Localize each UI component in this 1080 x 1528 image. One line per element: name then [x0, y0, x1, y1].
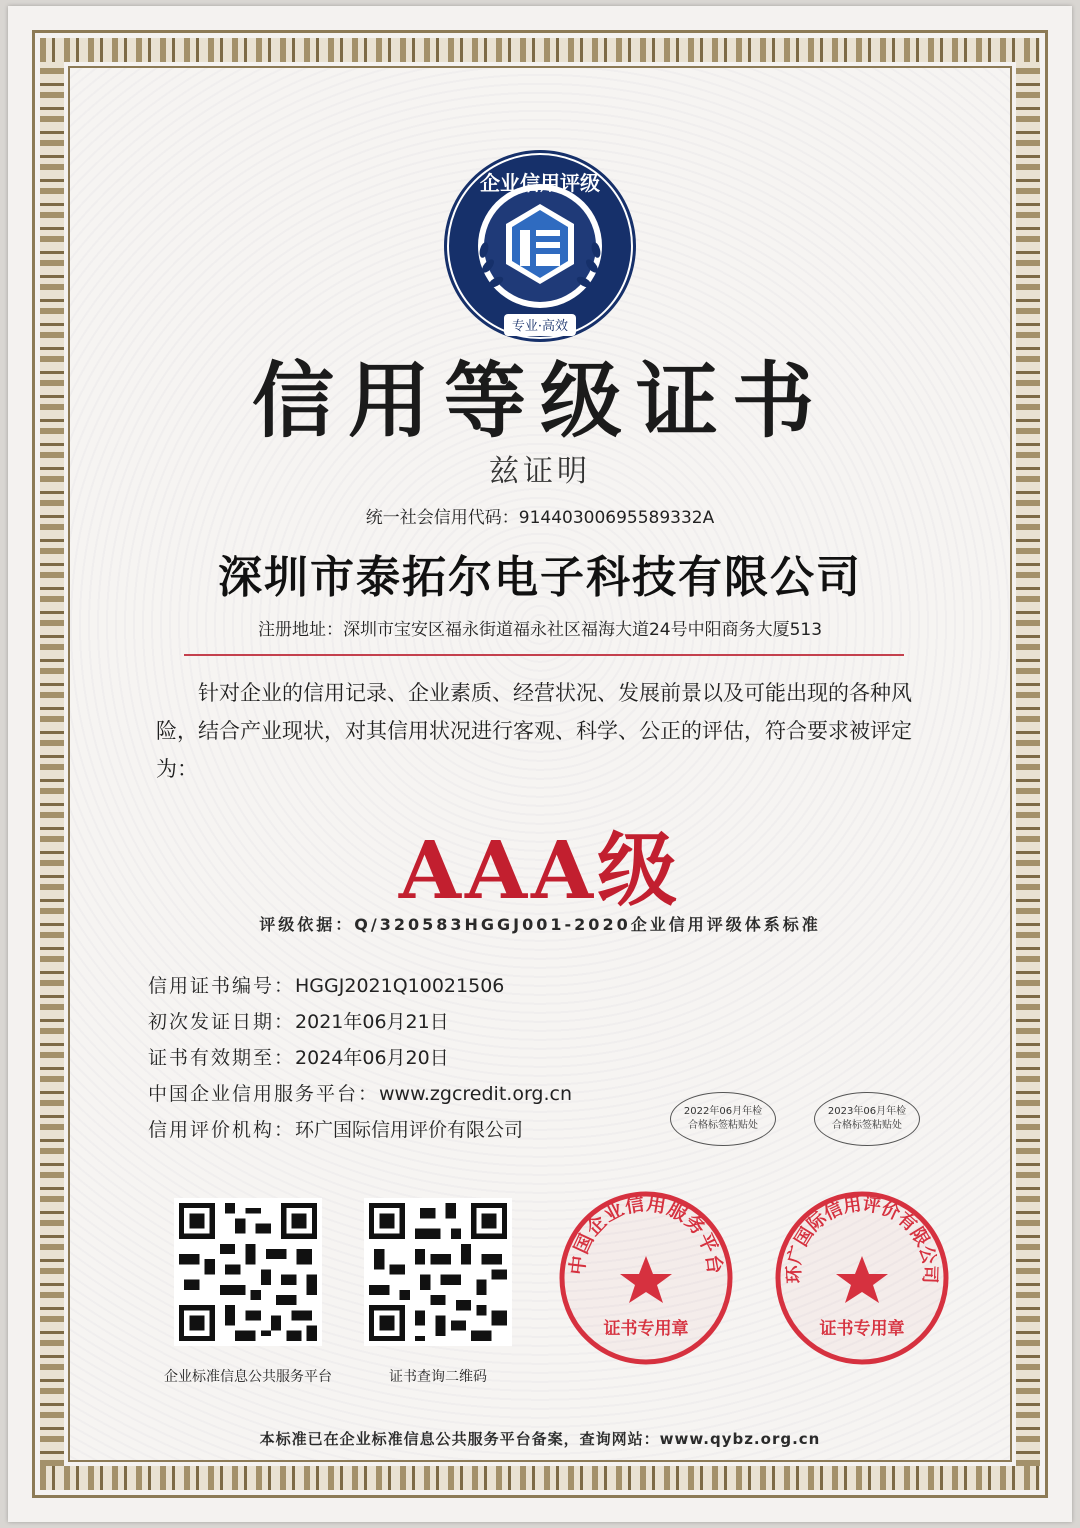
- company-name: 深圳市泰拓尔电子科技有限公司: [218, 552, 862, 603]
- detail-label: 初次发证日期：: [148, 1011, 296, 1033]
- credit-grade: AAA级: [398, 823, 682, 917]
- detail-row: [148, 968, 708, 1004]
- inspection-sticker-2022: [670, 1092, 776, 1146]
- detail-row: [148, 1112, 708, 1148]
- detail-row: [148, 1076, 708, 1112]
- credit-rating-logo-icon: [440, 146, 640, 346]
- sticker-label: 合格标签粘贴处: [688, 1120, 758, 1131]
- registered-address: 注册地址：深圳市宝安区福永街道福永社区福海大道24号中阳商务大厦513: [257, 620, 823, 640]
- certificate-details: [148, 968, 708, 1148]
- red-divider: [184, 654, 904, 656]
- qr-label-platform: 企业标准信息公共服务平台: [164, 1369, 332, 1385]
- detail-value: www.zgcredit.org.cn: [379, 1083, 573, 1105]
- detail-label: 证书有效期至：: [148, 1047, 296, 1069]
- qr-code-icon[interactable]: [364, 1198, 512, 1346]
- sticker-label: 合格标签粘贴处: [832, 1120, 902, 1131]
- seal-bottom-text: 证书专用章: [819, 1319, 905, 1339]
- detail-label: 信用评价机构：: [148, 1119, 296, 1141]
- detail-value: HGGJ2021Q10021506: [295, 975, 505, 997]
- seal-bottom-text: 证书专用章: [603, 1319, 689, 1339]
- logo-ring-text: 企业信用评级: [480, 171, 600, 195]
- rating-basis: 评级依据：Q/320583HGGJ001-2020企业信用评级体系标准: [259, 915, 821, 934]
- qr-label-certificate-query: 证书查询二维码: [389, 1369, 487, 1385]
- qr-code-icon[interactable]: [174, 1198, 322, 1346]
- sticker-year: 2022年06月年检: [683, 1106, 763, 1117]
- assessment-statement: 针对企业的信用记录、企业素质、经营状况、发展前景以及可能出现的各种风险，结合产业现状，对其信用状况进行客观、科学、公正的评估，符合要求被评定为：: [156, 681, 912, 781]
- seal-ring-text: 环广国际信用评价有限公司: [783, 1193, 941, 1284]
- credit-code: 统一社会信用代码：91440300695589332A: [365, 508, 715, 528]
- detail-row: [148, 1040, 708, 1076]
- detail-row: [148, 1004, 708, 1040]
- sticker-year: 2023年06月年检: [827, 1106, 907, 1117]
- rating-agency-seal-icon: [772, 1188, 952, 1368]
- detail-label: 中国企业信用服务平台：: [148, 1083, 380, 1105]
- detail-value: 2021年06月21日: [295, 1011, 449, 1033]
- seal-ring-text: 中国企业信用服务平台: [566, 1192, 726, 1276]
- platform-seal-icon: [556, 1188, 736, 1368]
- detail-value: 2024年06月20日: [295, 1047, 449, 1069]
- certificate-sheet: [8, 6, 1072, 1522]
- detail-value: 环广国际信用评价有限公司: [295, 1119, 524, 1141]
- inspection-sticker-2023: [814, 1092, 920, 1146]
- logo-motto: 专业·高效: [511, 319, 569, 334]
- detail-label: 信用证书编号：: [148, 975, 296, 997]
- footer-note: 本标准已在企业标准信息公共服务平台备案，查询网站：www.qybz.org.cn: [259, 1430, 821, 1448]
- certificate-title: 信用等级证书: [251, 353, 828, 449]
- hereby-certify: 兹证明: [489, 454, 591, 489]
